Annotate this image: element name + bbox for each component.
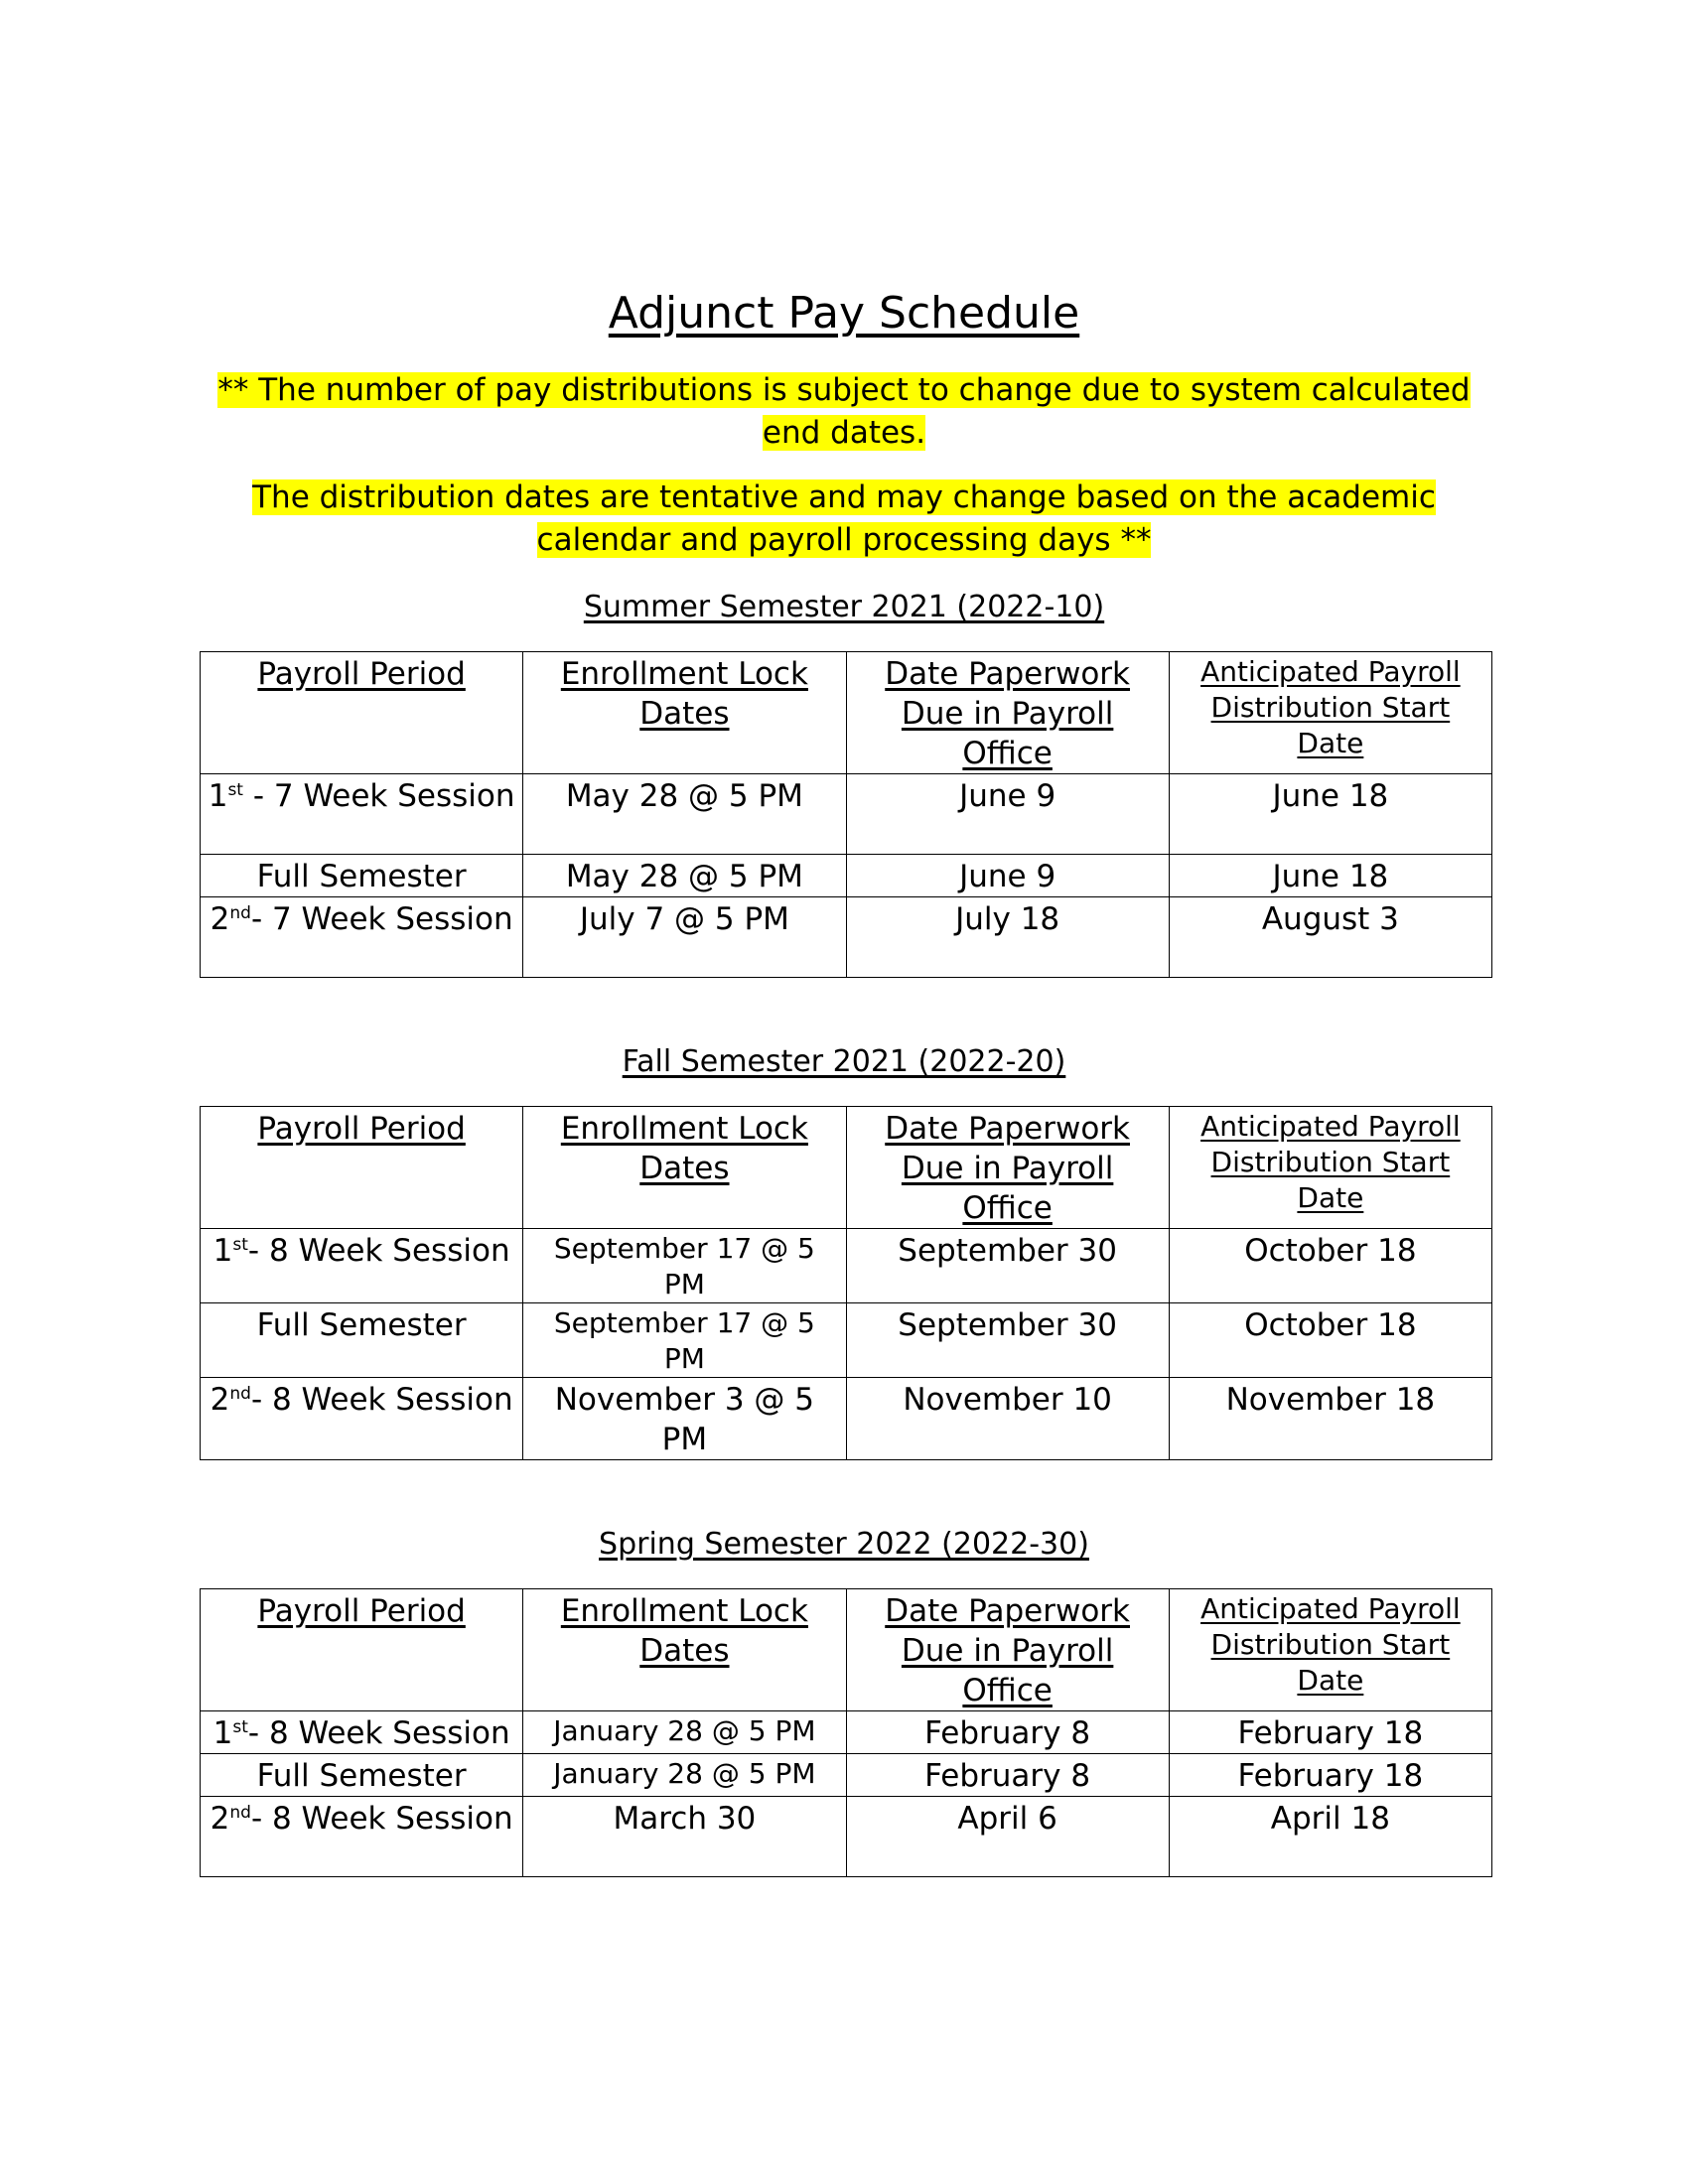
table-row (201, 774, 1492, 855)
enrollment-lock-cell: January 28 @ 5 PM (523, 1711, 846, 1754)
distribution-start-cell: June 18 (1169, 774, 1491, 855)
paperwork-due-cell: September 30 (846, 1229, 1169, 1303)
enrollment-lock-cell: November 3 @ 5 PM (523, 1378, 846, 1460)
notice-text: ** The number of pay distributions is subject to change due to system calculated end dates. (217, 372, 1471, 451)
distribution-start-cell: June 18 (1169, 855, 1491, 897)
fall-schedule-table (200, 1106, 1492, 1460)
spring-schedule-table (200, 1588, 1492, 1877)
paperwork-due-cell: July 18 (846, 897, 1169, 978)
header-distribution-start: Anticipated Payroll Distribution Start Date (1169, 1107, 1491, 1229)
paperwork-due-cell: June 9 (846, 855, 1169, 897)
enrollment-lock-cell: September 17 @ 5 PM (523, 1229, 846, 1303)
header-distribution-start: Anticipated Payroll Distribution Start Date (1169, 1589, 1491, 1711)
enrollment-lock-cell: July 7 @ 5 PM (523, 897, 846, 978)
spring-semester-title: Spring Semester 2022 (2022-30) (599, 1527, 1089, 1562)
fall-semester-title: Fall Semester 2021 (2022-20) (622, 1044, 1066, 1079)
payroll-period-cell: 1st- 8 Week Session (201, 1229, 523, 1303)
payroll-period-cell: 1st- 8 Week Session (201, 1711, 523, 1754)
header-paperwork-due: Date Paperwork Due in Payroll Office (846, 1107, 1169, 1229)
table-header-row (201, 1589, 1492, 1711)
enrollment-lock-cell: May 28 @ 5 PM (523, 855, 846, 897)
enrollment-lock-cell: March 30 (523, 1797, 846, 1877)
paperwork-due-cell: February 8 (846, 1754, 1169, 1797)
payroll-period-cell: 2nd- 7 Week Session (201, 897, 523, 978)
header-paperwork-due: Date Paperwork Due in Payroll Office (846, 652, 1169, 774)
payroll-period-cell: Full Semester (201, 1303, 523, 1378)
payroll-period-cell: 2nd- 8 Week Session (201, 1797, 523, 1877)
header-payroll-period: Payroll Period (201, 1589, 523, 1711)
header-payroll-period: Payroll Period (201, 652, 523, 774)
payroll-period-cell: 2nd- 8 Week Session (201, 1378, 523, 1460)
enrollment-lock-cell: May 28 @ 5 PM (523, 774, 846, 855)
table-header-row (201, 652, 1492, 774)
distribution-start-cell: February 18 (1169, 1711, 1491, 1754)
payroll-period-cell: Full Semester (201, 1754, 523, 1797)
header-payroll-period: Payroll Period (201, 1107, 523, 1229)
distribution-start-cell: November 18 (1169, 1378, 1491, 1460)
summer-semester-title: Summer Semester 2021 (2022-10) (583, 590, 1105, 624)
header-paperwork-due: Date Paperwork Due in Payroll Office (846, 1589, 1169, 1711)
summer-schedule-table (200, 651, 1492, 978)
table-row (201, 1229, 1492, 1303)
table-row (201, 1797, 1492, 1877)
header-enrollment-lock: Enrollment Lock Dates (523, 1589, 846, 1711)
page-title: Adjunct Pay Schedule (608, 288, 1080, 339)
paperwork-due-cell: April 6 (846, 1797, 1169, 1877)
table-row (201, 1754, 1492, 1797)
distribution-start-cell: October 18 (1169, 1303, 1491, 1378)
notice-text: The distribution dates are tentative and may change based on the academic calendar and payroll processing days ** (252, 479, 1436, 558)
header-enrollment-lock: Enrollment Lock Dates (523, 1107, 846, 1229)
distribution-start-cell: February 18 (1169, 1754, 1491, 1797)
paperwork-due-cell: February 8 (846, 1711, 1169, 1754)
table-header-row (201, 1107, 1492, 1229)
payroll-period-cell: 1st - 7 Week Session (201, 774, 523, 855)
payroll-period-cell: Full Semester (201, 855, 523, 897)
distribution-start-cell: October 18 (1169, 1229, 1491, 1303)
distribution-start-cell: August 3 (1169, 897, 1491, 978)
notice-distribution-count (199, 369, 1489, 455)
notice-tentative-dates (199, 477, 1489, 562)
paperwork-due-cell: September 30 (846, 1303, 1169, 1378)
enrollment-lock-cell: September 17 @ 5 PM (523, 1303, 846, 1378)
header-distribution-start: Anticipated Payroll Distribution Start Date (1169, 652, 1491, 774)
table-row (201, 1303, 1492, 1378)
table-row (201, 1378, 1492, 1460)
paperwork-due-cell: June 9 (846, 774, 1169, 855)
paperwork-due-cell: November 10 (846, 1378, 1169, 1460)
enrollment-lock-cell: January 28 @ 5 PM (523, 1754, 846, 1797)
header-enrollment-lock: Enrollment Lock Dates (523, 652, 846, 774)
table-row (201, 1711, 1492, 1754)
table-row (201, 897, 1492, 978)
table-row (201, 855, 1492, 897)
distribution-start-cell: April 18 (1169, 1797, 1491, 1877)
